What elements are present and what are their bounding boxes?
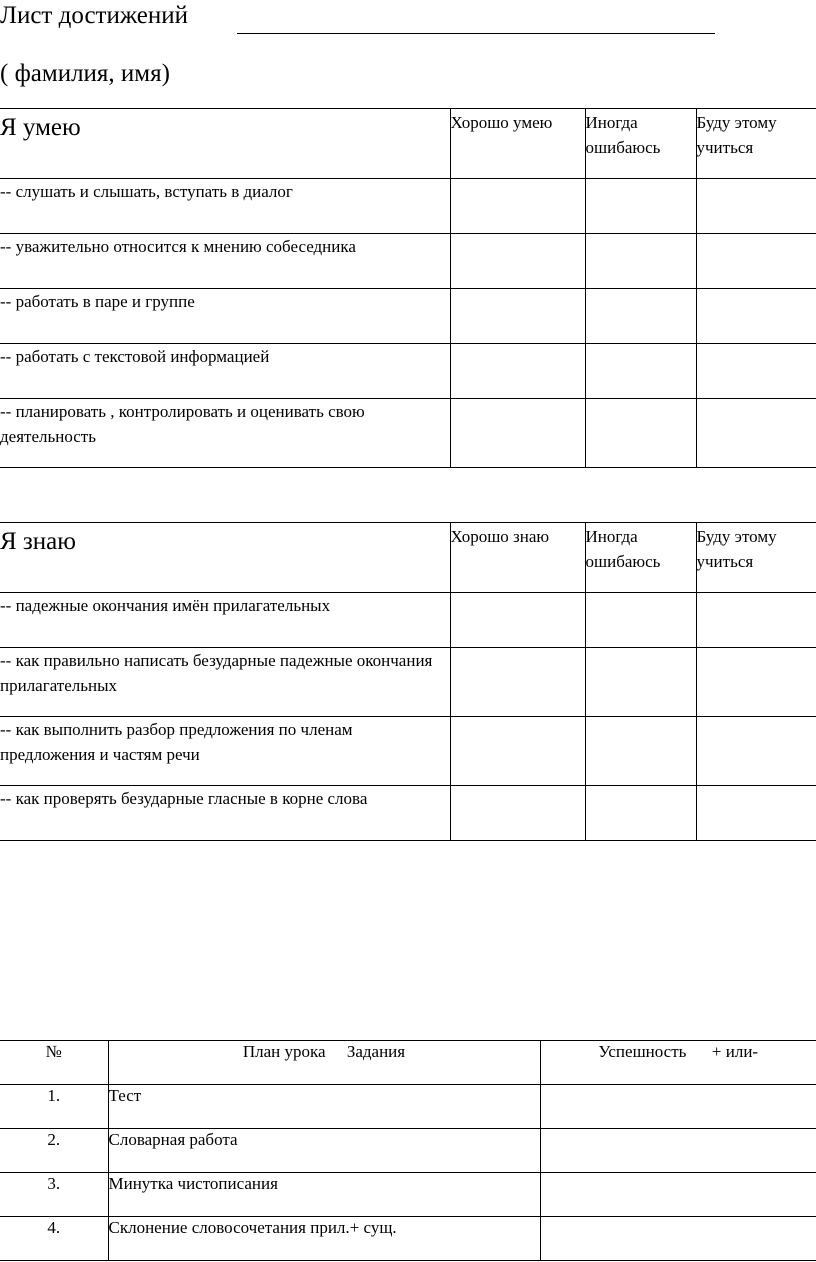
table-row <box>0 648 816 717</box>
success-cell[interactable] <box>540 1129 816 1173</box>
plan-column-header: План урока Задания <box>108 1041 540 1085</box>
success-cell[interactable] <box>540 1173 816 1217</box>
row-number: 1. <box>0 1085 108 1129</box>
mark-cell[interactable] <box>450 648 585 717</box>
knowledge-table <box>0 522 816 841</box>
mark-cell[interactable] <box>585 344 696 399</box>
table-row <box>0 234 816 289</box>
mark-cell[interactable] <box>585 593 696 648</box>
column-header: Иногда ошибаюсь <box>585 109 696 179</box>
mark-cell[interactable] <box>450 593 585 648</box>
success-column-header: Успешность + или- <box>540 1041 816 1085</box>
table-row <box>0 717 816 786</box>
mark-cell[interactable] <box>696 234 816 289</box>
page-title: Лист достижений <box>0 2 189 29</box>
lesson-plan-table <box>0 1040 816 1261</box>
mark-cell[interactable] <box>450 234 585 289</box>
table-row <box>0 399 816 468</box>
mark-cell[interactable] <box>450 179 585 234</box>
table-row <box>0 786 816 841</box>
mark-cell[interactable] <box>585 786 696 841</box>
mark-cell[interactable] <box>585 289 696 344</box>
mark-cell[interactable] <box>585 179 696 234</box>
skills-table <box>0 108 816 468</box>
skill-label: -- слушать и слышать, вступать в диалог <box>0 179 450 234</box>
mark-cell[interactable] <box>450 399 585 468</box>
row-number: 3. <box>0 1173 108 1217</box>
row-number: 4. <box>0 1217 108 1261</box>
skill-label: -- планировать , контролировать и оценивать свою деятельность <box>0 399 450 468</box>
table-row <box>0 1173 816 1217</box>
task-label: Тест <box>108 1085 540 1129</box>
task-label: Минутка чистописания <box>108 1173 540 1217</box>
column-header: Буду этому учиться <box>696 523 816 593</box>
mark-cell[interactable] <box>585 399 696 468</box>
row-number: 2. <box>0 1129 108 1173</box>
knowledge-label: -- как выполнить разбор предложения по членам предложения и частям речи <box>0 717 450 786</box>
knowledge-label: -- как проверять безударные гласные в корне слова <box>0 786 450 841</box>
success-cell[interactable] <box>540 1217 816 1261</box>
skill-label: -- уважительно относится к мнению собеседника <box>0 234 450 289</box>
mark-cell[interactable] <box>696 786 816 841</box>
mark-cell[interactable] <box>696 593 816 648</box>
mark-cell[interactable] <box>450 717 585 786</box>
skill-label: -- работать с текстовой информацией <box>0 344 450 399</box>
mark-cell[interactable] <box>585 648 696 717</box>
table-row <box>0 593 816 648</box>
knowledge-label: -- падежные окончания имён прилагательных <box>0 593 450 648</box>
mark-cell[interactable] <box>450 786 585 841</box>
success-cell[interactable] <box>540 1085 816 1129</box>
name-underline-field <box>237 33 715 34</box>
mark-cell[interactable] <box>696 289 816 344</box>
mark-cell[interactable] <box>585 717 696 786</box>
knowledge-header-row <box>0 523 816 593</box>
table-row <box>0 1129 816 1173</box>
number-column-header: № <box>0 1041 108 1085</box>
task-label: Склонение словосочетания прил.+ сущ. <box>108 1217 540 1261</box>
mark-cell[interactable] <box>696 717 816 786</box>
skills-heading: Я умею <box>0 109 450 179</box>
task-label: Словарная работа <box>108 1129 540 1173</box>
mark-cell[interactable] <box>450 289 585 344</box>
column-header: Иногда ошибаюсь <box>585 523 696 593</box>
mark-cell[interactable] <box>696 399 816 468</box>
table-row <box>0 179 816 234</box>
column-header: Хорошо знаю <box>450 523 585 593</box>
table-row <box>0 1085 816 1129</box>
mark-cell[interactable] <box>696 648 816 717</box>
table-row <box>0 289 816 344</box>
skill-label: -- работать в паре и группе <box>0 289 450 344</box>
table-row <box>0 344 816 399</box>
page-subtitle: ( фамилия, имя) <box>0 60 170 87</box>
table-row <box>0 1217 816 1261</box>
plan-header-row <box>0 1041 816 1085</box>
column-header: Хорошо умею <box>450 109 585 179</box>
knowledge-heading: Я знаю <box>0 523 450 593</box>
mark-cell[interactable] <box>696 344 816 399</box>
mark-cell[interactable] <box>696 179 816 234</box>
column-header: Буду этому учиться <box>696 109 816 179</box>
knowledge-label: -- как правильно написать безударные падежные окончания прилагательных <box>0 648 450 717</box>
mark-cell[interactable] <box>450 344 585 399</box>
skills-header-row <box>0 109 816 179</box>
mark-cell[interactable] <box>585 234 696 289</box>
